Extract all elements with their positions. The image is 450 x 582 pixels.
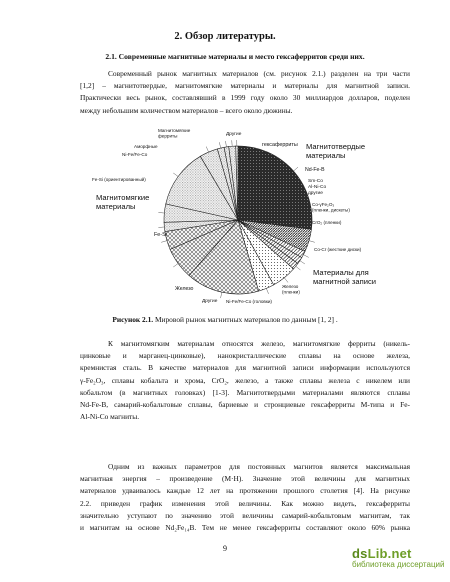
text-line: кремнистая сталь. В качестве материалов для магнитной записи информации используются [80,363,410,373]
section-heading: 2. Обзор литературы. [174,31,276,42]
slice-label: Другие [202,299,218,304]
slice-leader-line [161,241,167,243]
paragraph-materials [80,338,410,423]
group-label: Материалы для магнитной записи [313,268,376,286]
text-line: и магнитам на основе Nd₂Fe₁₄B. Тем не менее гексаферриты составляют около 60% рынка [80,523,410,533]
slice-leader-line [173,264,178,268]
slice-label: Ni-Fe/Fe-Co [122,152,148,157]
watermark-logo-text: dsLib.net [352,546,412,561]
text-line: кобальтом (в магнитных головках) [1-3]. Магнитотвердыми материалами являются сплавы [80,387,410,397]
slice-label: гексаферриты [262,142,298,148]
group-label: Магнитотвердые материалы [306,142,366,160]
text-line: значительно уступают по значению этой величины самарий-кобальтовым магнитам, так [80,510,410,520]
slice-label: Sm-Co [308,179,323,184]
slice-leader-line [158,227,164,228]
pie-slices [164,146,312,294]
text-line: Практически весь рынок, составлявший в 1999 году около 30 миллиардов долларов, поделен [80,93,410,103]
slice-leader-line [303,255,308,258]
slice-leader-line [158,212,164,213]
text-line: магнитная энергия – произведение (М·Н). Значение этой величины для магнитных [80,474,410,484]
subsection-heading: 2.1. Современные магнитные материалы и место гексаферритов среди них. [105,52,365,61]
slice-leader-line [225,141,226,147]
slice-leader-line [284,278,288,283]
slice-label: другие [308,191,323,196]
text-line: цинковые и марганец-цинковые), нанокристаллические сплавы на основе железа, [80,351,410,361]
text-line: Современный рынок магнитных материалов (см. рисунок 2.1.) разделен на три части [108,69,410,78]
text-line: γ-Fe₂O₃, сплавы кобальта и хрома, CrO₂, железо, а также сплавы железа с никелем или [80,375,410,385]
slice-label: Другие [226,132,242,137]
group-label: Магнитомягкие материалы [96,193,150,211]
text-line: К магнитомягким материалам относятся железо, магнитомягкие ферриты (никель- [108,339,410,348]
slice-label: Железо (пленки) [282,284,300,295]
page-number: 9 [223,544,227,553]
watermark-logo [352,546,448,580]
text-line: [1,2] – магнитотвердые, магнитомягкие материалы и материалы для магнитной записи. [80,81,410,91]
text-line: материалов удваивалось каждые 12 лет на протяжении прошлого столетия [4]. На рисунке [80,486,410,496]
slice-label: Co-γFe₂O₃ (пленки, дискеты) [312,202,350,213]
slice-label: Fe-Si [154,232,167,238]
slice-leader-line [300,261,305,264]
paragraph-energy [80,461,410,534]
slice-label: Nd-Fe-B [305,167,325,173]
slice-leader-line [294,167,299,171]
slice-leader-line [173,173,178,177]
slice-label: Железо [175,286,194,292]
slice-leader-line [296,266,301,270]
text-line: Одним из важных параметров для постоянных магнитов является максимальная [108,462,410,471]
slice-leader-line [221,292,222,298]
slice-label: Fe-Si (ориентированный) [92,177,146,182]
slice-label: Ni-Fe/Fe-Co (головки) [226,299,272,304]
figure-caption-label: Рисунок 2.1. [112,315,154,324]
slice-label: Аморфные [134,144,158,149]
text-line: Nd-Fe-B, самарий-кобальтовые сплавы, бариевые и стронциевые гексаферриты М-типа и Fe- [80,400,410,410]
slice-label: Магнитомягкие ферриты [158,128,191,139]
figure-caption [0,315,450,324]
slice-label: CrO₂ (пленки) [312,220,342,225]
text-line: между небольшим количеством материалов – всего около дюжины. [80,105,293,115]
slice-leader-line [219,142,220,148]
slice-label: Co-Cr (жесткие диски) [314,247,362,252]
slice-label: Al-Ni-Co [308,185,327,190]
watermark-subtitle: библиотека диссертаций [352,560,445,569]
figure-caption-text: Мировой рынок магнитных материалов по данным [1, 2] . [153,315,338,324]
slice-leader-line [206,147,208,153]
pie-slice [238,146,312,229]
slice-leader-line [266,288,268,294]
text-line: Al-Ni-Co магниты. [80,412,140,422]
text-line: 2.2. приведен график изменения этой величины. Как можно видеть, гексаферриты [80,498,410,508]
slice-leader-line [309,241,315,243]
